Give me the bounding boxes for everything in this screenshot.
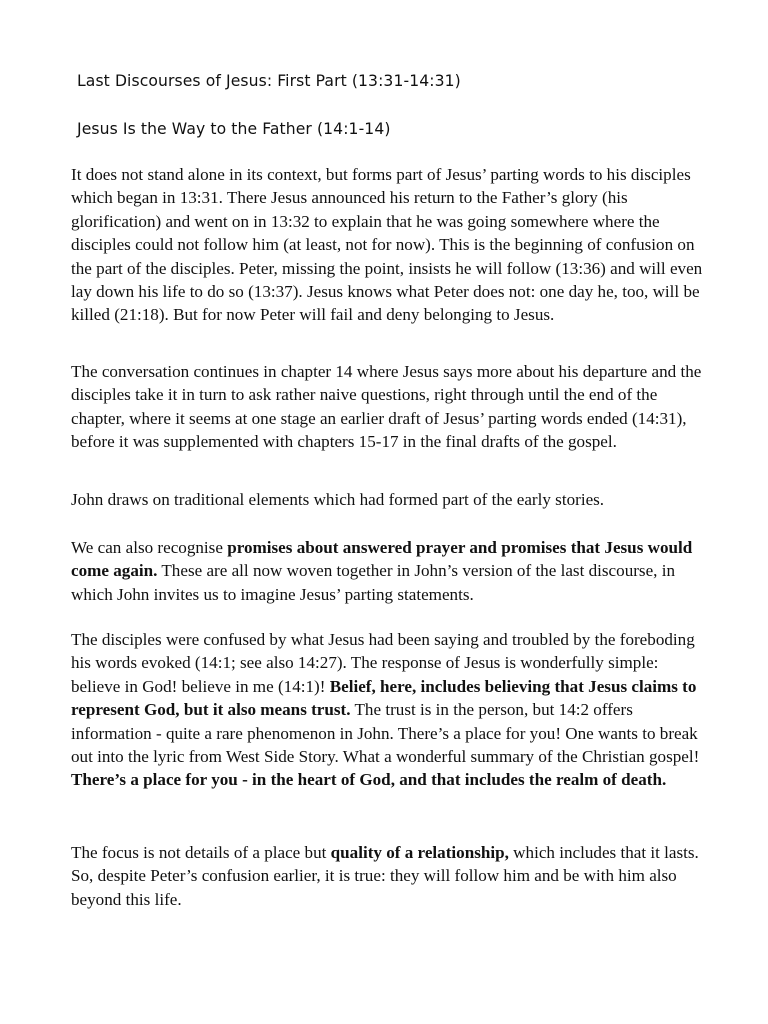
text-run: We can also recognise (71, 538, 228, 557)
paragraph-promises (71, 536, 705, 606)
section-heading: Last Discourses of Jesus: First Part (13:31-14:31) (77, 72, 461, 90)
paragraph-relationship (71, 841, 705, 911)
emphasis-promises: promises about answered prayer and promises that Jesus would come again. (71, 538, 693, 581)
paragraph-context: It does not stand alone in its context, but forms part of Jesus’ parting words to his disciples which began in 13:31. There Jesus announced his return to the Father’s glory (his glorification) and went on in 13:32 to explain that he was going somewhere where the disciples could not follow him (at least, not for now). This is the beginning of confusion on the part of the disciples. Peter, missing the point, insists he will follow (13:36) and will even lay down his life to do so (13:37). Jesus knows what Peter does not: one day he, too, will be killed (21:18). But for now Peter will fail and deny belonging to Jesus. (71, 165, 703, 325)
paragraph-traditional-elements: John draws on traditional elements which had formed part of the early stories. (71, 490, 605, 509)
text-run: The disciples were confused by what Jesus had been saying and troubled by the foreboding his words evoked (14:1; see also 14:27). The response of Jesus is wonderfully simple: believe in God! believe in me (14:1)! (71, 630, 695, 696)
emphasis-place: There’s a place for you - in the heart of God, and that includes the realm of death. (71, 770, 667, 790)
paragraph-conversation: The conversation continues in chapter 14 where Jesus says more about his departure and the disciples take it in turn to ask rather naive questions, right through until the end of the chapter, where it seems at one stage an earlier draft of Jesus’ parting words ended (14:31), before it was supplemented with chapters 15-17 in the final drafts of the gospel. (71, 362, 702, 452)
subsection-heading: Jesus Is the Way to the Father (14:1-14) (77, 120, 391, 138)
paragraph-belief (71, 628, 705, 792)
text-run: The trust is in the person, but 14:2 offers information - quite a rare phenomenon in John. There’s a place for you! One wants to break out into the lyric from West Side Story. What a wonderful summary of the Christian gospel! (71, 700, 700, 767)
text-run: which includes that it lasts. So, despite Peter’s confusion earlier, it is true: they will follow him and be with him also beyond this life. (71, 843, 699, 909)
text-run: These are all now woven together in John’s version of the last discourse, in which John invites us to imagine Jesus’ parting statements. (71, 561, 676, 604)
emphasis-relationship: quality of a relationship, (330, 843, 509, 862)
text-run: The focus is not details of a place but (71, 843, 331, 862)
emphasis-belief: Belief, here, includes believing that Jesus claims to represent God, but it also means trust. (71, 676, 697, 720)
